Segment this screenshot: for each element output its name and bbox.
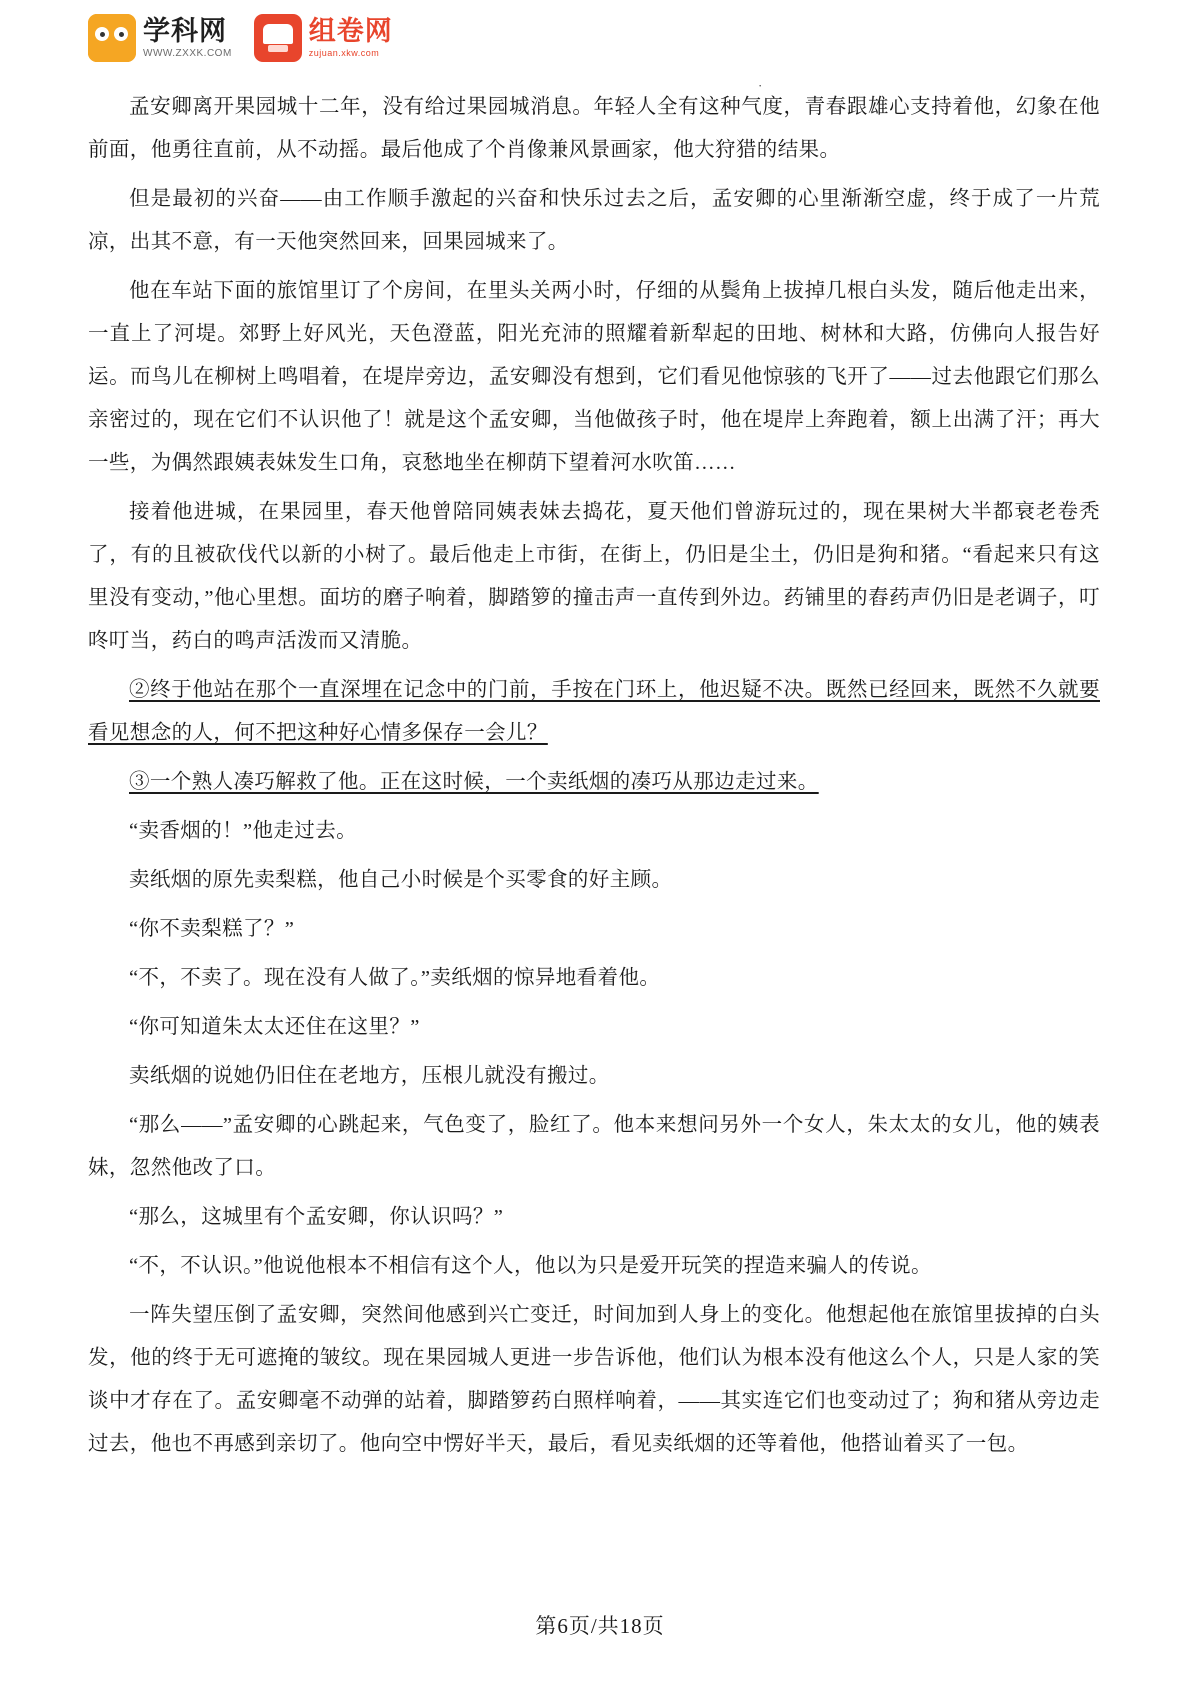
paragraph: 卖纸烟的原先卖梨糕，他自己小时候是个买零食的好主顾。	[129, 869, 673, 891]
paragraph: “那么——”孟安卿的心跳起来，气色变了，脸红了。他本来想问另外一个女人，朱太太的女儿，他的姨表妹，忽然他改了口。	[88, 1114, 1100, 1179]
zujuanwang-logo[interactable]	[254, 14, 393, 62]
paragraph: 一阵失望压倒了孟安卿，突然间他感到兴亡变迁，时间加到人身上的变化。他想起他在旅馆里拔掉的白头发，他的终于无可遮掩的皱纹。现在果园城人更进一步告诉他，他们认为根本没有他这么个人，只是人家的笑谈中才存在了。孟安卿毫不动弹的站着，脚踏箩药白照样响着，——其实连它们也变动过了；狗和猪从旁边走过去，他也不再感到亲切了。他向空中愣好半天，最后，看见卖纸烟的还等着他，他搭讪着买了一包。	[88, 1304, 1100, 1455]
xuekewang-logo-icon	[88, 14, 136, 62]
zujuanwang-logo-sub: zujuan.xkw.com	[308, 48, 380, 58]
document-body	[88, 78, 1100, 1472]
zujuanwang-logo-name: 组卷网	[308, 16, 393, 46]
paragraph-marked-2	[88, 669, 1100, 755]
underlined-sentence: ②终于他站在那个一直深埋在记念中的门前，手按在门环上，他迟疑不决。既然已经回来，既然不久就要看见想念的人，何不把这种好心情多保存一会儿？	[88, 679, 1100, 744]
paragraph: “卖香烟的！”他走过去。	[129, 820, 357, 842]
paragraph: 但是最初的兴奋——由工作顺手激起的兴奋和快乐过去之后，孟安卿的心里渐渐空虚，终于成了一片荒凉，出其不意，有一天他突然回来，回果园城来了。	[88, 188, 1100, 253]
paragraph: “你不卖梨糕了？”	[129, 918, 295, 940]
xuekewang-logo-sub: WWW.ZXXK.COM	[143, 47, 232, 59]
xuekewang-logo[interactable]	[88, 14, 232, 62]
xuekewang-logo-name: 学科网	[143, 15, 227, 46]
paragraph-marked-3	[88, 761, 1100, 804]
paragraph: 卖纸烟的说她仍旧住在老地方，压根儿就没有搬过。	[129, 1065, 610, 1087]
zujuanwang-logo-text	[309, 18, 393, 58]
zujuanwang-logo-icon	[254, 14, 302, 62]
top-dot-mark: ·	[758, 78, 763, 93]
paragraph: “那么，这城里有个孟安卿，你认识吗？”	[129, 1206, 504, 1228]
paragraph: “不，不认识。”他说他根本不相信有这个人，他以为只是爱开玩笑的捏造来骗人的传说。	[129, 1255, 932, 1277]
page-header	[88, 14, 393, 62]
paragraph: 接着他进城，在果园里，春天他曾陪同姨表妹去捣花，夏天他们曾游玩过的，现在果树大半都衰老卷秃了，有的且被砍伐代以新的小树了。最后他走上市街，在街上，仍旧是尘土，仍旧是狗和猪。“看起来只有这里没有变动，”他心里想。面坊的磨子响着，脚踏箩的撞击声一直传到外边。药铺里的舂药声仍旧是老调子，叮咚叮当，药白的鸣声活泼而又清脆。	[88, 501, 1100, 652]
paragraph: “不，不卖了。现在没有人做了。”卖纸烟的惊异地看着他。	[129, 967, 661, 989]
page-footer: 第6页/共18页	[535, 1614, 665, 1638]
paragraph: “你可知道朱太太还住在这里？”	[129, 1016, 420, 1038]
underlined-sentence: ③一个熟人凑巧解救了他。正在这时候，一个卖纸烟的凑巧从那边走过来。	[129, 771, 819, 793]
paragraph: 孟安卿离开果园城十二年，没有给过果园城消息。年轻人全有这种气度，青春跟雄心支持着他，幻象在他前面，他勇往直前，从不动摇。最后他成了个肖像兼风景画家，他大狩猎的结果。	[88, 96, 1100, 161]
xuekewang-logo-text	[143, 15, 232, 59]
paragraph: 他在车站下面的旅馆里订了个房间，在里头关两小时，仔细的从鬓角上拔掉几根白头发，随后他走出来，一直上了河堤。郊野上好风光，天色澄蓝，阳光充沛的照耀着新犁起的田地、树林和大路，仿佛向人报告好运。而鸟儿在柳树上鸣唱着，在堤岸旁边，孟安卿没有想到，它们看见他惊骇的飞开了——过去他跟它们那么亲密过的，现在它们不认识他了！就是这个孟安卿，当他做孩子时，他在堤岸上奔跑着，额上出满了汗；再大一些，为偶然跟姨表妹发生口角，哀愁地坐在柳荫下望着河水吹笛……	[88, 280, 1100, 474]
